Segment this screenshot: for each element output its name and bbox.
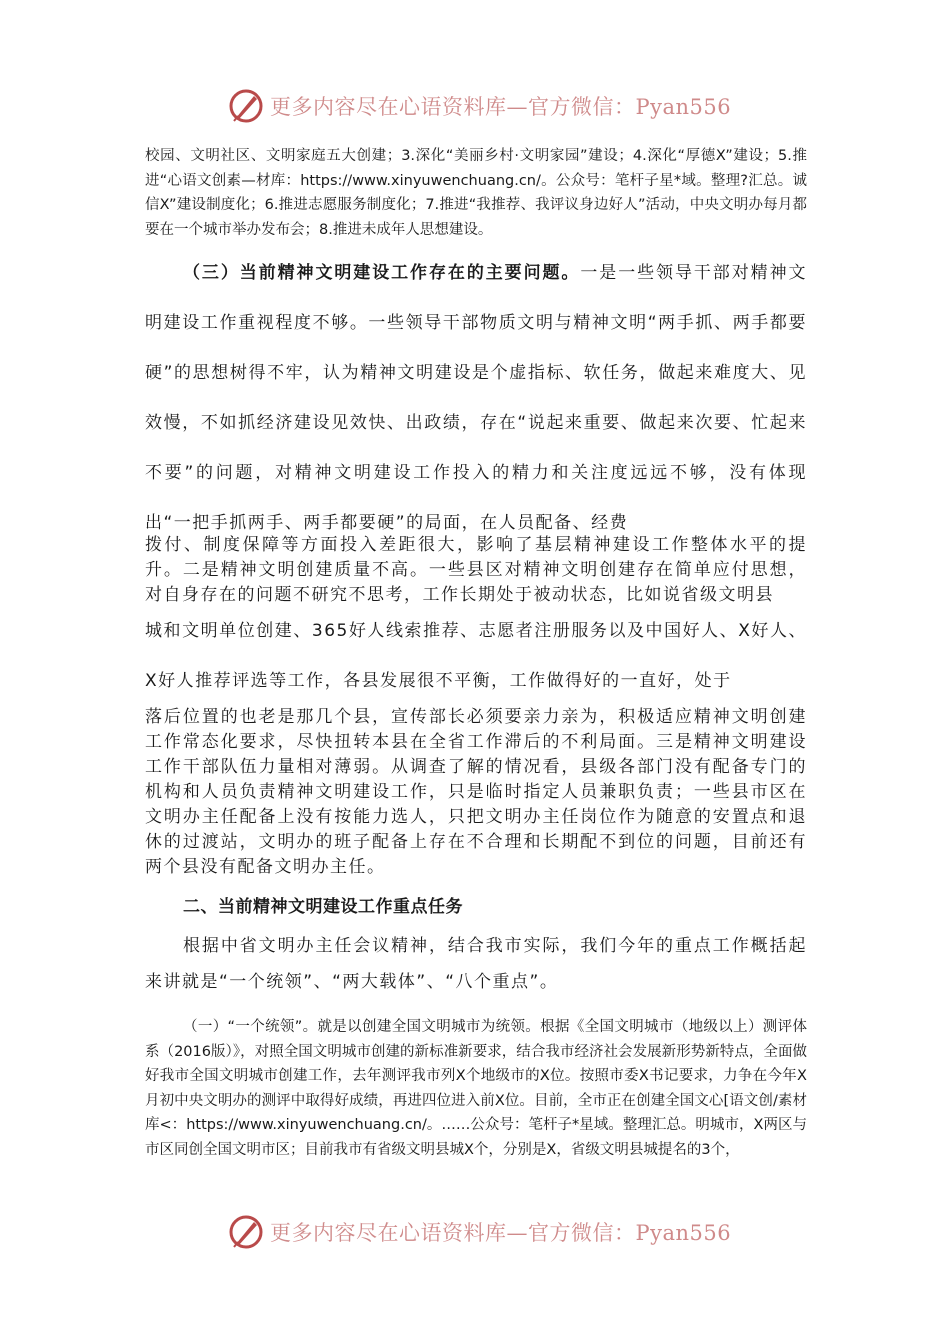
quill-pen-logo-icon xyxy=(228,1214,264,1250)
watermark-banner-bottom xyxy=(228,1212,748,1252)
section-title-key-tasks: 二、当前精神文明建设工作重点任务 xyxy=(183,897,463,917)
quill-pen-logo-icon xyxy=(228,88,264,124)
paragraph-problems-text: 一是一些领导干部对精神文明建设工作重视程度不够。一些领导干部物质文明与精神文明“两手抓、两手都要硬”的思想树得不牢，认为精神文明建设是个虚指标、软任务，做起来难度大、见效慢，不如抓经济建设见效快、出政绩，存在“说起来重要、做起来次要、忙起来不要”的问题，对精神文明建设工作投入的精力和关注度远远不够，没有体现出“一把手抓两手、两手都要硬”的局面，在人员配备、经费 xyxy=(145,263,807,533)
paragraph-tasks-continued: 校园、文明社区、文明家庭五大创建；3.深化“美丽乡村·文明家园”建设；4.深化“厚德X”建设；5.推进“心语文创素—材库：https://www.xinyuwenchuang.cn/。公众号：笔杆子星*域。整理?汇总。诚信X”建设制度化；6.推进志愿服务制度化；7.推进“我推荐、我评议身边好人”活动，中央文明办每月都要在一个城市举办发布会；8.推进未成年人思想建设。 xyxy=(145,148,807,238)
paragraph-key-tasks-intro: 根据中省文明办主任会议精神，结合我市实际，我们今年的重点工作概括起来讲就是“一个统领”、“两大载体”、“八个重点”。 xyxy=(145,936,807,992)
paragraph-problems-cont-1: 拨付、制度保障等方面投入差距很大，影响了基层精神建设工作整体水平的提升。二是精神文明创建质量不高。一些县区对精神文明创建存在简单应付思想，对自身存在的问题不研究不思考，工作长期处于被动状态，比如说省级文明县 xyxy=(145,535,807,605)
paragraph-one-leading: （一）“一个统领”。就是以创建全国文明城市为统领。根据《全国文明城市（地级以上）测评体系（2016版）》，对照全国文明城市创建的新标准新要求，结合我市经济社会发展新形势新特点，全面做好我市全国文明城市创建工作，去年测评我市列X个地级市的X位。按照市委X书记要求，力争在今年X月初中央文明办的测评中取得好成绩，再进四位进入前X位。目前，全市正在创建全国文心[语文创/素材库<：https://www.xinyuwenchuang.cn/。……公众号：笔杆子*星域。整理汇总。明城市，X两区与市区同创全国文明市区；目前我市有省级文明县城X个，分别是X，省级文明县城提名的3个， xyxy=(145,1019,807,1158)
subheading-problems: （三）当前精神文明建设工作存在的主要问题。 xyxy=(183,263,581,283)
paragraph-problems-cont-3: 落后位置的也老是那几个县，宣传部长必须要亲力亲为，积极适应精神文明创建工作常态化要求，尽快扭转本县在全省工作滞后的不利局面。三是精神文明建设工作干部队伍力量相对薄弱。从调查了解的情况看，县级各部门没有配备专门的机构和人员负责精神文明建设工作，只是临时指定人员兼职负责；一些县市区在文明办主任配备上没有按能力选人，只把文明办主任岗位作为随意的安置点和退休的过渡站，文明办的班子配备上存在不合理和长期配不到位的问题，目前还有两个县没有配备文明办主任。 xyxy=(145,707,807,877)
paragraph-problems xyxy=(145,248,807,548)
watermark-text: 更多内容尽在心语资料库—官方微信：Pyan556 xyxy=(270,95,732,119)
paragraph-problems-cont-2: 城和文明单位创建、365好人线索推荐、志愿者注册服务以及中国好人、X好人、X好人推荐评选等工作，各县发展很不平衡，工作做得好的一直好，处于 xyxy=(145,621,807,691)
watermark-banner-top xyxy=(228,86,748,126)
watermark-text: 更多内容尽在心语资料库—官方微信：Pyan556 xyxy=(270,1221,732,1245)
